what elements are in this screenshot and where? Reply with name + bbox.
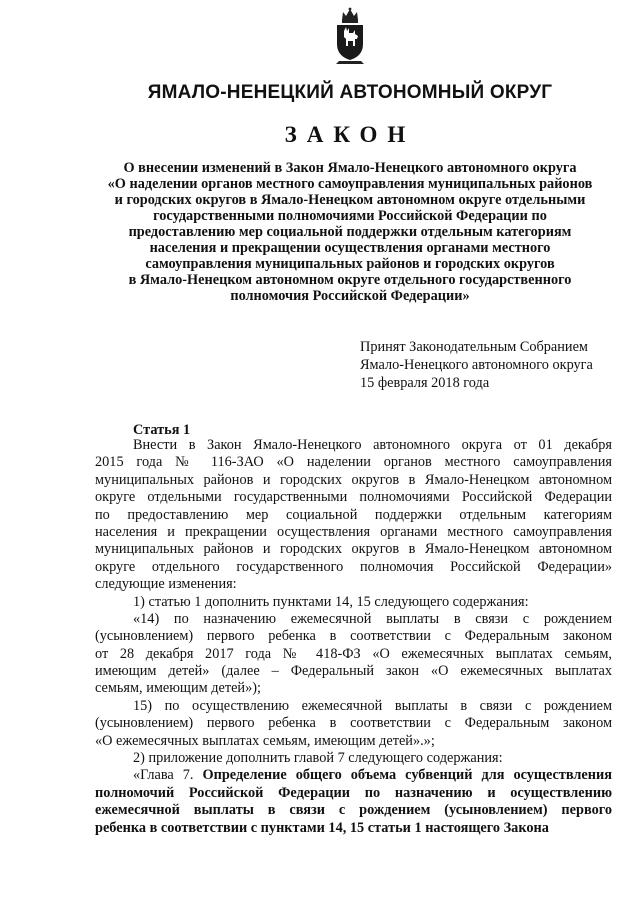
title-line: предоставлению мер социальной поддержки отдельным категориям <box>128 224 572 240</box>
title-line: «О наделении органов местного самоуправления муниципальных районов <box>107 176 593 192</box>
yamal-nenets-coat-of-arms-icon <box>333 6 367 66</box>
chapter-title-bold: Определение общего объема субвенций для осуществления <box>202 767 612 784</box>
body-line: следующие изменения: <box>95 576 237 593</box>
body-line: 2) приложение дополнить главой 7 следующего содержания: <box>133 750 503 767</box>
body-line: муниципальных районов и городских округов в Ямало-Ненецком автономном <box>95 471 612 488</box>
adoption-note <box>360 338 620 392</box>
body-line: муниципальных районов и городских округов в Ямало-Ненецком автономном <box>95 541 612 558</box>
document-title <box>90 160 610 304</box>
adoption-line: Ямало-Ненецкого автономного округа <box>360 357 593 373</box>
title-line: государственными полномочиями Российской Федерации по <box>153 208 547 224</box>
title-line: населения и прекращении осуществления органами местного <box>149 240 551 256</box>
title-line: в Ямало-Ненецком автономном округе отдельного государственного <box>128 272 572 288</box>
body-line: семьям, имеющим детей»); <box>95 680 261 697</box>
body-line: 1) статью 1 дополнить пунктами 14, 15 следующего содержания: <box>133 593 529 610</box>
body-line: (усыновлением) первого ребенка в соответствии с Федеральным законом <box>95 628 612 645</box>
title-line: О внесении изменений в Закон Ямало-Ненецкого автономного округа <box>123 160 577 176</box>
body-line: «14) по назначению ежемесячной выплаты в связи с рождением <box>133 610 612 627</box>
article-body <box>95 437 612 837</box>
body-line: имеющим детей» (далее – Федеральный закон «О ежемесячных выплатах <box>95 663 612 680</box>
law-word-heading: ЗАКОН <box>284 122 416 147</box>
body-line: округе отдельными государственными полномочиями Российской Федерации <box>95 489 612 506</box>
body-line: «О ежемесячных выплатах семьям, имеющим детей».»; <box>95 732 435 749</box>
body-line-bold: ежемесячной выплаты в связи с рождением (усыновлением) первого <box>95 802 612 819</box>
body-line: от 28 декабря 2017 года № 418-ФЗ «О ежемесячных выплатах семьям, <box>95 645 612 662</box>
body-line: 2015 года № 116-ЗАО «О наделении органов местного самоуправления <box>95 454 612 471</box>
body-line: по предоставлению мер социальной поддержки отдельным категориям <box>95 506 612 523</box>
region-heading: ЯМАЛО-НЕНЕЦКИЙ АВТОНОМНЫЙ ОКРУГ <box>147 82 553 103</box>
body-line <box>95 767 612 784</box>
body-line: Внести в Закон Ямало-Ненецкого автономного округа от 01 декабря <box>133 437 612 453</box>
title-line: полномочия Российской Федерации» <box>230 288 470 304</box>
body-line-bold: полномочий Российской Федерации по назначению и осуществлению <box>95 784 612 801</box>
article-heading: Статья 1 <box>133 422 191 438</box>
body-line: округе отдельного государственного полномочия Российской Федерации» <box>95 558 612 575</box>
chapter-label: «Глава 7. <box>133 767 203 784</box>
adoption-date: 15 февраля 2018 года <box>360 375 490 391</box>
body-line: 15) по осуществлению ежемесячной выплаты в связи с рождением <box>133 697 612 714</box>
body-line: (усыновлением) первого ребенка в соответствии с Федеральным законом <box>95 715 612 732</box>
body-line: населения и прекращении осуществления органами местного самоуправления <box>95 523 612 540</box>
body-line-bold: ребенка в соответствии с пунктами 14, 15 статьи 1 настоящего Закона <box>95 819 549 836</box>
adoption-line: Принят Законодательным Собранием <box>360 339 588 355</box>
title-line: и городских округов в Ямало-Ненецком автономном округе отдельными <box>114 192 586 208</box>
title-line: самоуправления муниципальных районов и городских округов <box>145 256 555 272</box>
